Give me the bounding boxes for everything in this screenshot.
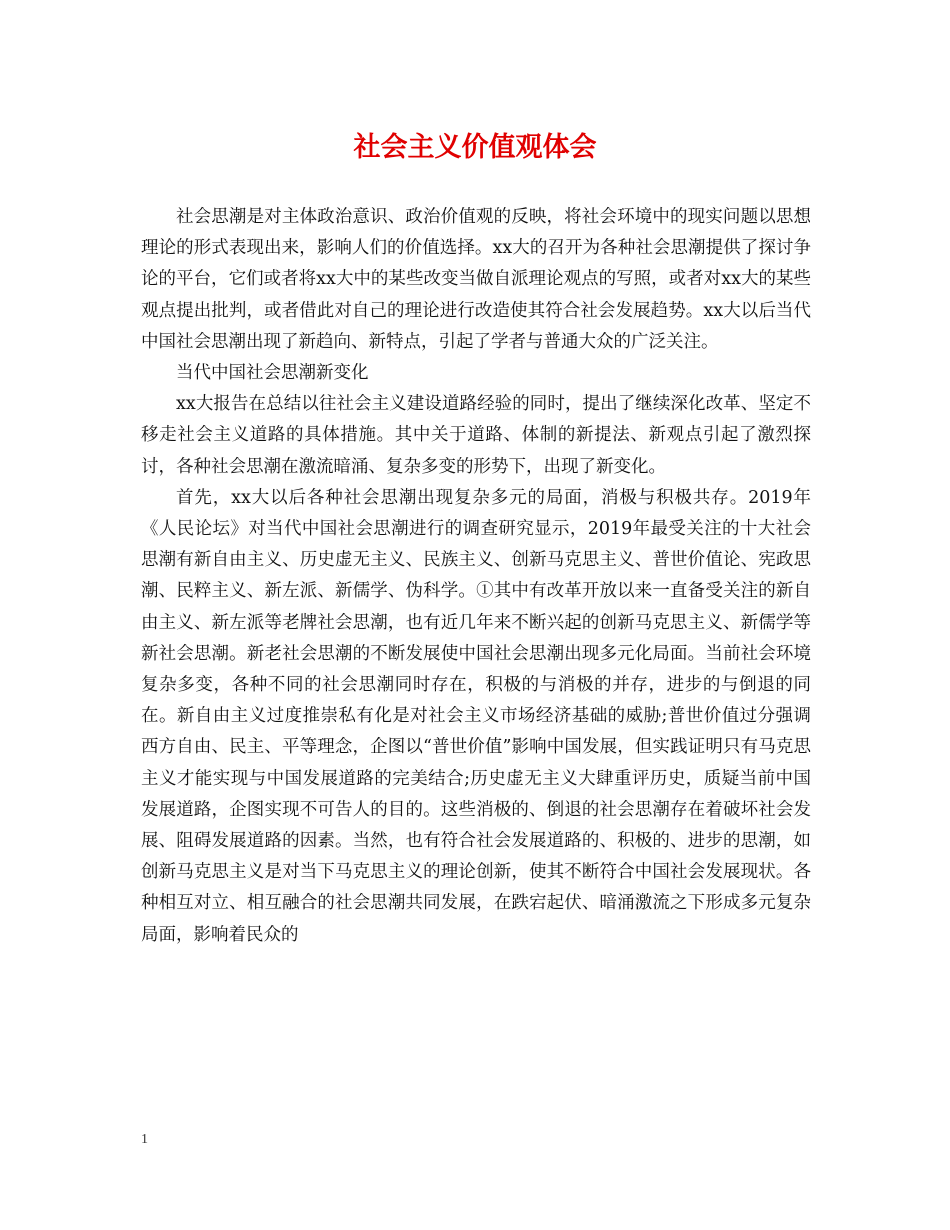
page-number: 1 [141, 1132, 148, 1147]
document-title: 社会主义价值观体会 [353, 132, 597, 163]
paragraph-first-point: 首先，xx大以后各种社会思潮出现复杂多元的局面，消极与积极共存。2019年《人民论坛》对当代中国社会思潮进行的调查研究显示，2019年最受关注的十大社会思潮有新自由主义、历史虚无主义、民族主义、创新马克思主义、普世价值论、宪政思潮、民粹主义、新左派、新儒学、伪科学。①其中有改革开放以来一直备受关注的新自由主义、新左派等老牌社会思潮，也有近几年来不断兴起的创新马克思主义、新儒学等新社会思潮。新老社会思潮的不断发展使中国社会思潮出现多元化局面。当前社会环境复杂多变，各种不同的社会思潮同时存在，积极的与消极的并存，进步的与倒退的同在。新自由主义过度推崇私有化是对社会主义市场经济基础的威胁;普世价值过分强调西方自由、民主、平等理念，企图以“普世价值”影响中国发展，但实践证明只有马克思主义才能实现与中国发展道路的完美结合;历史虚无主义大肆重评历史，质疑当前中国发展道路，企图实现不可告人的目的。这些消极的、倒退的社会思潮存在着破坏社会发展、阻碍发展道路的因素。当然，也有符合社会发展道路的、积极的、进步的思潮，如创新马克思主义是对当下马克思主义的理论创新，使其不断符合中国社会发展现状。各种相互对立、相互融合的社会思潮共同发展，在跌宕起伏、暗涌激流之下形成多元复杂局面，影响着民众的 [141, 487, 811, 945]
document-body [141, 202, 811, 951]
section-heading: 当代中国社会思潮新变化 [176, 363, 369, 384]
paragraph-intro: 社会思潮是对主体政治意识、政治价值观的反映，将社会环境中的现实问题以思想理论的形式表现出来，影响人们的价值选择。xx大的召开为各种社会思潮提供了探讨争论的平台，它们或者将xx大中的某些改变当做自派理论观点的写照，或者对xx大的某些观点提出批判，或者借此对自己的理论进行改造使其符合社会发展趋势。xx大以后当代中国社会思潮出现了新趋向、新特点，引起了学者与普通大众的广泛关注。 [141, 207, 811, 352]
paragraph-report: xx大报告在总结以往社会主义建设道路经验的同时，提出了继续深化改革、坚定不移走社会主义道路的具体措施。其中关于道路、体制的新提法、新观点引起了激烈探讨，各种社会思潮在激流暗涌、复杂多变的形势下，出现了新变化。 [141, 394, 811, 477]
